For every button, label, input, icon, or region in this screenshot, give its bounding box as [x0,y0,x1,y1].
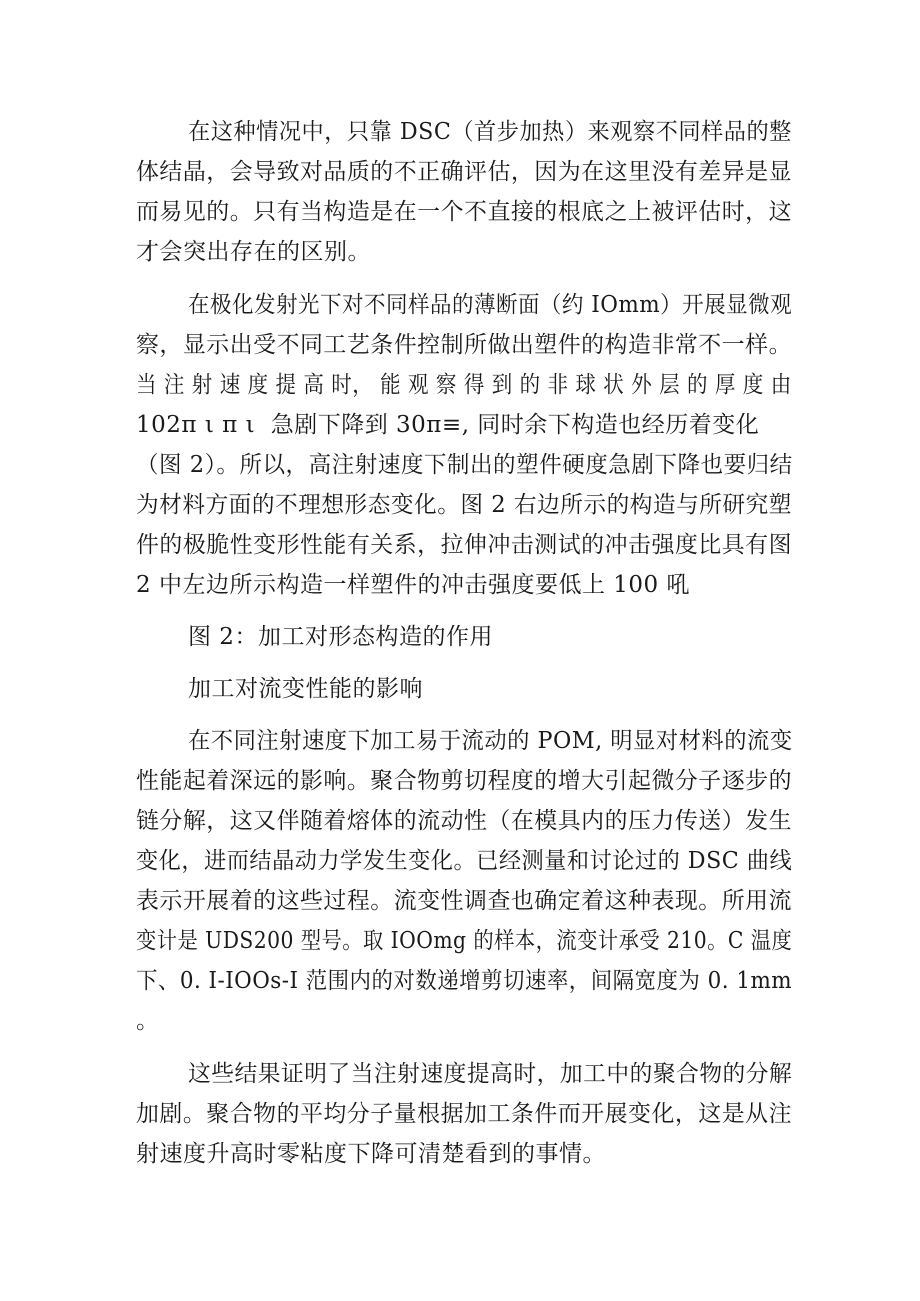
text-line: 在极化发射光下对不同样品的薄断面（约 IOmm）开展显微观 [188,292,793,318]
text-line: 变计是 UDS200 型号。取 IOOmg 的样本，流变计承受 210。C 温度 [136,928,793,954]
text-line: 性能起着深远的影响。聚合物剪切程度的增大引起微分子逐步的 [136,768,793,794]
text-line: 表示开展着的这些过程。流变性调查也确定着这种表现。所用流 [136,888,793,914]
text-line: 这些结果证明了当注射速度提高时，加工中的聚合物的分解 [188,1061,793,1087]
text-line: 102π ι π ι 急剧下降到 30π≡, 同时余下构造也经历着变化 [136,412,760,438]
text-line: （图 2）。所以，高注射速度下制出的塑件硬度急剧下降也要归结 [136,452,793,478]
text-line: 。 [136,1008,160,1034]
text-line: 射速度升高时零粘度下降可清楚看到的事情。 [136,1141,606,1167]
text-line: 变化，进而结晶动力学发生变化。已经测量和讨论过的 DSC 曲线 [136,848,793,874]
text-line: 在不同注射速度下加工易于流动的 POM, 明显对材料的流变 [188,728,793,754]
text-line: 体结晶，会导致对品质的不正确评估，因为在这里没有差异是显 [136,159,793,185]
text-line: 而易见的。只有当构造是在一个不直接的根底之上被评估时，这 [136,199,793,225]
text-line: 2 中左边所示构造一样塑件的冲击强度要低上 100 吼 [136,572,690,598]
text-line: 在这种情况中，只靠 DSC（首步加热）来观察不同样品的整 [188,119,792,145]
text-line: 为材料方面的不理想形态变化。图 2 右边所示的构造与所研究塑 [136,492,792,518]
text-line: 当 注 射 速 度 提 高 时， 能 观 察 得 到 的 非 球 状 外 层 的 厚 度 由 [136,372,792,398]
text-line: 件的极脆性变形性能有关系，拉伸冲击测试的冲击强度比具有图 [136,532,793,558]
caption-text: 图 2：加工对形态构造的作用 [188,624,493,650]
text-line: 链分解，这又伴随着熔体的流动性（在模具内的压力传送）发生 [136,808,793,834]
text-line: 察，显示出受不同工艺条件控制所做出塑件的构造非常不一样。 [136,332,793,358]
text-line: 才会突出存在的区别。 [136,239,371,265]
text-line: 下、0. I-IOOs-I 范围内的对数递增剪切速率，间隔宽度为 0. 1mm [136,968,793,994]
heading-text: 加工对流变性能的影响 [188,676,423,702]
text-line: 加剧。聚合物的平均分子量根据加工条件而开展变化，这是从注 [136,1101,793,1127]
